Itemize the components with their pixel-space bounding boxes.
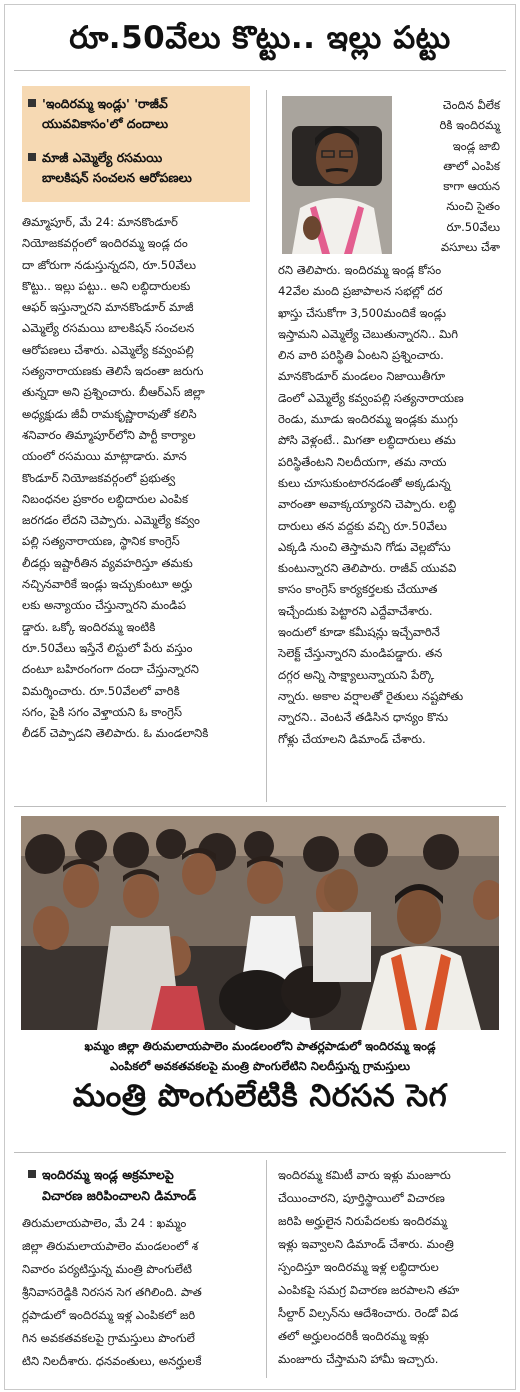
article1-column-right-bottom: రని తెలిపారు. ఇందిరమ్మ ఇండ్ల కోసం 42వేల మంది ప్రజాపాలన సభల్లో దర ఖాస్తు చేసుకోగా 3,500మందికే ఇండ్లు ఇస్తామని ఎమ్మెల్యే చెబుతున్నారని.. మిగి లిన వారి పరిస్థితి ఏంటని ప్రశ్నించారు. మానకొండూర్ మండలం నిజాయితీగూ డెంలో ఎమ్మెల్యే కవ్వంపల్లి సత్యనారాయణ రెండు, మూడు ఇందిరమ్మ ఇండ్లకు ముగ్గు పోసి వెళ్లంటే.. మిగతా లబ్ధిదారులు తమ పరిస్థితేంటని నిలదీయగా, తమ నాయ కులు చూసుకుంటారనడంతో అక్కడున్న వారంతా అవాక్కయ్యారని చెప్పారు. లబ్ధి దారులు తన వద్దకు వచ్చి రూ.50వేలు ఎక్కడి నుంచి తెస్తామని గోడు వెల్లబోసు కుంటున్నారని తెలిపారు. రాజీవ్ యువవి కాసం కాంగ్రెస్ కార్యకర్తలకు చేయూత ఇచ్చేందుకు పెట్టారని ఎద్దేవాచేశారు. ఇందులో కూడా కమీషన్లు ఇచ్చేవారినే సెలెక్ట్ చేస్తున్నారని మండిపడ్డారు. తన దగ్గర అన్ని సాక్ష్యాలున్నాయని పేర్కొ న్నారు. అకాల వర్షాలతో రైతులు నష్టపోతు న్నారని.. వెంటనే తడిసిన ధాన్యం కొను గోళ్లు చేయాలని డిమాండ్ చేశారు. (278, 263, 464, 746)
column-rule-2 (266, 1160, 267, 1378)
subhead-2: మాజీ ఎమ్మెల్యే రసమయి బాలకిషన్ సంచలన ఆరోపణలు (28, 148, 192, 188)
photo-caption: ఖమ్మం జిల్లా తిరుమలాయపాలెం మండలంలోని పాతర్లపాడులో ఇందిరమ్మ ఇండ్ల ఎంపికలో అవకతవకలపై మంత్రి పొంగులేటిని నిలదీస్తున్న గ్రామస్తులు (84, 1039, 436, 1073)
article2-column-right: ఇందిరమ్మ కమిటీ వారు ఇళ్లు మంజూరు చేయించారని, పూర్తిస్థాయిలో విచారణ జరిపి అర్హులైన నిరుపేదలకు ఇందిరమ్మ ఇళ్లు ఇవ్వాలని డిమాండ్ చేశారు. మంత్రి స్పందిస్తూ ఇందిరమ్మ ఇళ్ల లబ్ధిదారుల ఎంపికపై సమగ్ర విచారణ జరపాలని తహ సీల్దార్ విల్సన్‌ను ఆదేశించారు. రెండో విడ తలో అర్హులందరికీ ఇందిరమ్మ ఇళ్లు మంజూరు చేస్తామని హామీ ఇచ్చారు. (278, 1168, 460, 1366)
article2-subhead: ఇందిరమ్మ ఇండ్ల అక్రమాలపై విచారణ జరిపించాలని డిమాండ్ (28, 1164, 258, 1206)
section-rule (14, 806, 506, 807)
bullet-icon (28, 99, 36, 107)
article1-headline: రూ.50వేలు కొట్టు.. ఇల్లు పట్టు (69, 20, 451, 56)
article1-column-right-top: చెందిన వీలేక రికి ఇందిరమ్మ ఇండ్ల జాబి తాలో ఎంపిక కాగా ఆయన నుంచి సైతం రూ.50వేలు వసూలు చేశా (439, 98, 500, 255)
politician-portrait-photo (282, 96, 392, 254)
bullet-icon (28, 153, 36, 161)
headline-rule (14, 70, 506, 71)
article1-column-left: తిమ్మాపూర్, మే 24: మానకొండూర్ నియోజకవర్గంలో ఇందిరమ్మ ఇండ్ల దం దా జోరుగా నడుస్తున్నదని, రూ.50వేలు కొట్టు.. ఇల్లు పట్టు.. అని లబ్ధిదారులకు ఆఫర్ ఇస్తున్నారని మానకొండూర్ మాజీ ఎమ్మెల్యే రసమయి బాలకిషన్ సంచలన ఆరోపణలు చేశారు. ఎమ్మెల్యే కవ్వంపల్లి సత్యనారాయణకు తెలిసే ఇదంతా జరుగు తున్నదా అని ప్రశ్నించారు. బీఆర్ఎస్ జిల్లా అధ్యక్షుడు జీవీ రామకృష్ణారావుతో కలిసి శనివారం తిమ్మాపూర్‌లోని పార్టీ కార్యాల యంలో రసమయి మాట్లాడారు. మాన కొండూర్ నియోజకవర్గంలో ప్రభుత్వ నిబంధనల ప్రకారం లబ్ధిదారుల ఎంపిక జరగడం లేదని చెప్పారు. ఎమ్మెల్యే కవ్వం పల్లి సత్యనారాయణ, స్థానిక కాంగ్రెస్ లీడర్లు ఇష్టారీతిన వ్యవహరిస్తూ తమకు నచ్చినవారికే ఇండ్లు ఇచ్చుకుంటూ అర్హు లకు అన్యాయం చేస్తున్నారని మండిప డ్డారు. ఒక్కో ఇందిరమ్మ ఇంటికి రూ.50వేలు ఇస్తేనే లిస్టులో పేరు వస్తుం దంటూ బహిరంగంగా దందా చేస్తున్నారని విమర్శించారు. రూ.50వేలలో వారికి సగం, పైకి సగం వెళ్తాయని ఓ కాంగ్రెస్ లీడర్ చెప్పాడని తెలిపారు. ఓ మండలానికి (22, 215, 209, 741)
article2-headline: మంత్రి పొంగులేటికి నిరసన సెగ (72, 1078, 448, 1114)
crowd-illustration (21, 816, 499, 1030)
article2-column-left: తిరుమలాయపాలెం, మే 24 : ఖమ్మం జిల్లా తిరుమలాయపాలెం మండలంలో శ నివారం పర్యటిస్తున్న మంత్రి పొంగులేటి శ్రీనివాసరెడ్డికి నిరసన సెగ తగిలింది. పాత ర్లపాడులో ఇందిరమ్మ ఇళ్ల ఎంపికలో జరి గిన అవకతవకలపై గ్రామస్తులు పొంగులే టిని నిలదీశారు. ధనవంతులు, అనర్హులకే (22, 1216, 202, 1368)
headline-rule-2 (14, 1152, 506, 1153)
portrait-illustration (282, 96, 392, 254)
subhead-1: 'ఇందిరమ్మ ఇండ్లు' 'రాజీవ్ యువవికాసం'లో దందాలు (28, 94, 168, 134)
villagers-confronting-minister-photo (21, 816, 499, 1030)
bullet-icon (28, 1170, 36, 1178)
column-rule (266, 90, 267, 802)
